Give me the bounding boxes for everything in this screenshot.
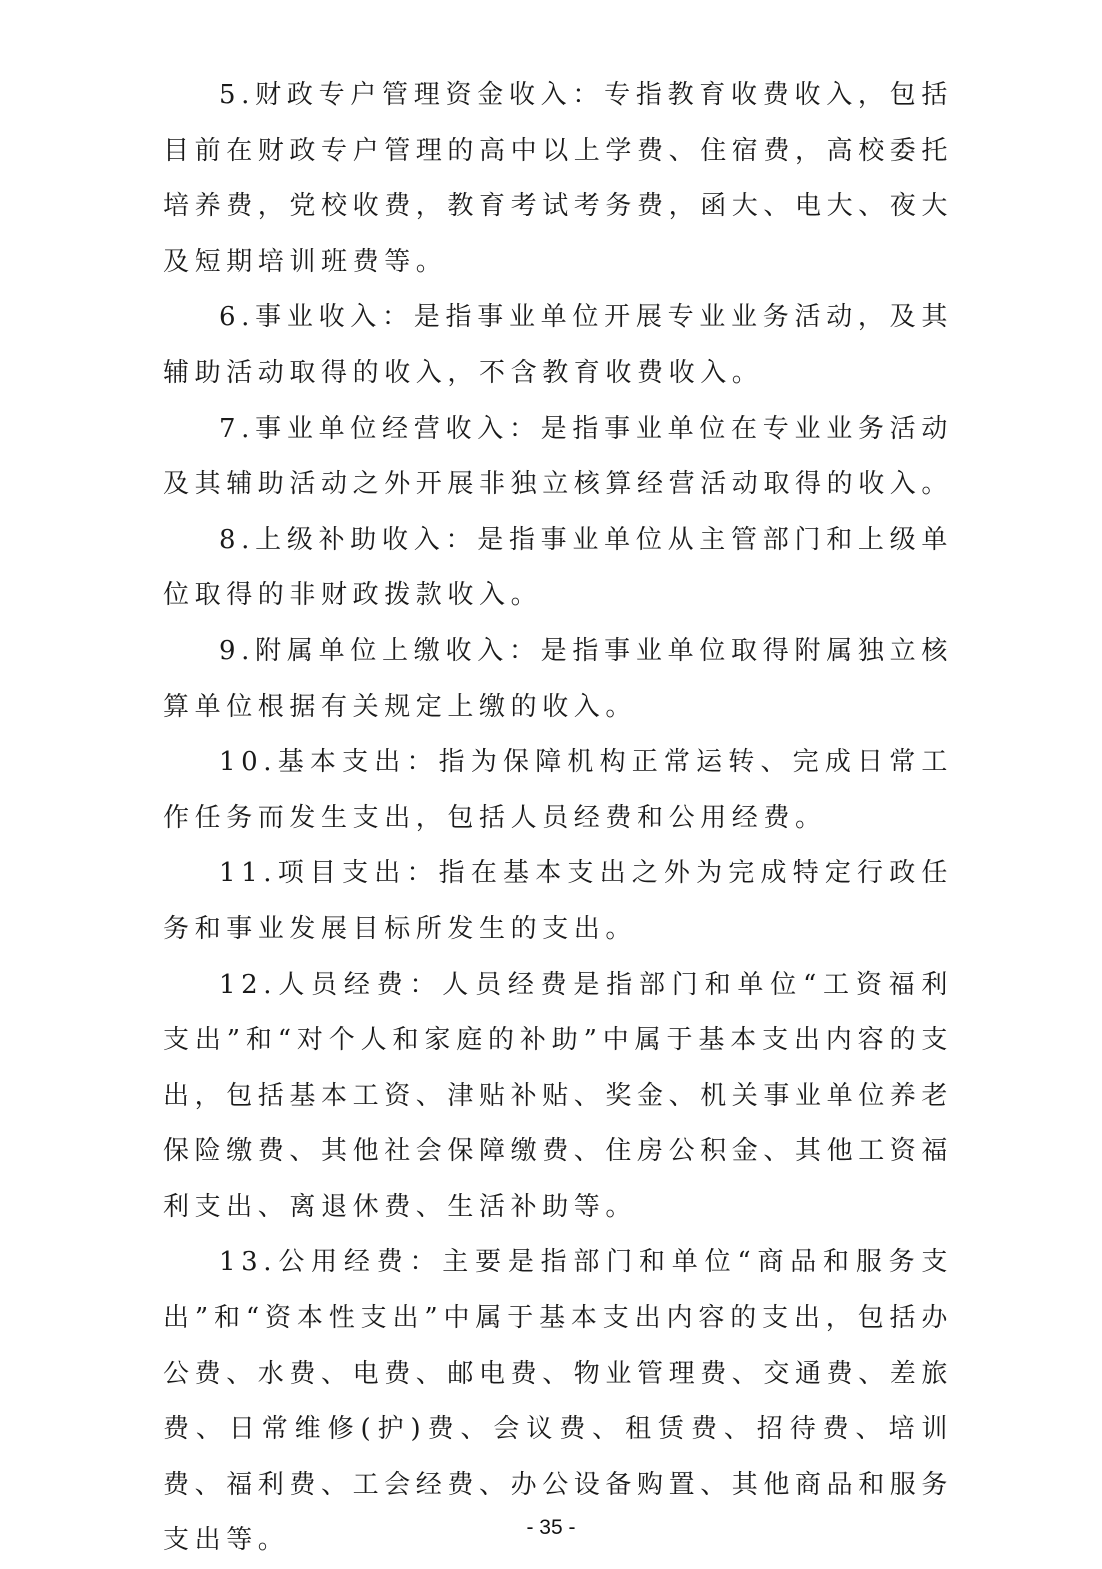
paragraph-item-13: 13.公用经费：主要是指部门和单位“商品和服务支出”和“资本性支出”中属于基本支出内容的支出，包括办公费、水费、电费、邮电费、物业管理费、交通费、差旅费、日常维修(护)费、会议费、租赁费、招待费、培训费、福利费、工会经费、办公设备购置、其他商品和服务支出等。 [163, 1247, 954, 1556]
page-number: - 35 - [526, 1516, 576, 1539]
paragraph-item-6: 6.事业收入：是指事业单位开展专业业务活动，及其辅助活动取得的收入，不含教育收费收入。 [163, 302, 953, 388]
paragraph-item-5: 5.财政专户管理资金收入：专指教育收费收入，包括目前在财政专户管理的高中以上学费、住宿费，高校委托培养费，党校收费，教育考试考务费，函大、电大、夜大及短期培训班费等。 [163, 80, 954, 277]
paragraph-item-11: 11.项目支出：指在基本支出之外为完成特定行政任务和事业发展目标所发生的支出。 [163, 858, 953, 944]
paragraph-item-12: 12.人员经费：人员经费是指部门和单位“工资福利支出”和“对个人和家庭的补助”中属于基本支出内容的支出，包括基本工资、津贴补贴、奖金、机关事业单位养老保险缴费、其他社会保障缴费、住房公积金、其他工资福利支出、离退休费、生活补助等。 [163, 969, 954, 1222]
paragraph-item-8: 8.上级补助收入：是指事业单位从主管部门和上级单位取得的非财政拨款收入。 [163, 524, 953, 611]
paragraph-item-7: 7.事业单位经营收入：是指事业单位在专业业务活动及其辅助活动之外开展非独立核算经营活动取得的收入。 [163, 413, 954, 500]
paragraph-item-9: 9.附属单位上缴收入：是指事业单位取得附属独立核算单位根据有关规定上缴的收入。 [163, 635, 953, 722]
paragraph-item-10: 10.基本支出：指为保障机构正常运转、完成日常工作任务而发生支出，包括人员经费和公用经费。 [163, 747, 953, 833]
document-body [163, 68, 953, 1569]
